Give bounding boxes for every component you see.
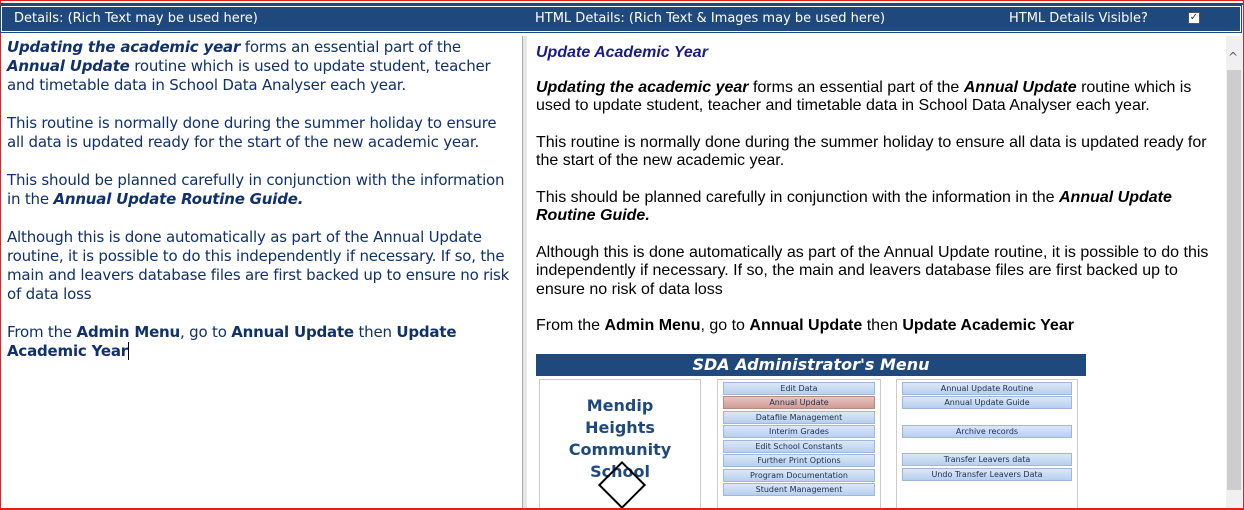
text: routine which is used to update student, teacher and timetable data in School Data Analyser each year. <box>7 57 491 94</box>
header-bar <box>1 6 1241 32</box>
text: then <box>353 323 397 341</box>
scroll-up-icon[interactable]: ^ <box>1228 50 1239 64</box>
menu-button: Datafile Management <box>723 411 875 424</box>
menu-column-2 <box>896 379 1078 509</box>
school-name: Mendip Heights Community School <box>568 395 672 481</box>
menu-button: Edit Data <box>723 382 875 395</box>
bold-text: Admin Menu <box>76 323 181 341</box>
paragraph: This routine is normally done during the summer holiday to ensure all data is updated ready for the start of the new academic year. <box>7 114 497 151</box>
bold-text: Annual Update <box>231 323 354 341</box>
bold-text: Updating the academic year <box>7 38 241 56</box>
paragraph: This routine is normally done during the summer holiday to ensure all data is updated ready for the start of the new academic year. <box>536 133 1207 169</box>
bold-text: Annual Update <box>963 78 1077 96</box>
menu-button: Annual Update <box>723 396 875 409</box>
text: forms an essential part of the <box>748 78 964 96</box>
bold-text: Annual Update Routine Guide. <box>53 190 304 208</box>
menu-title: SDA Administrator's Menu <box>536 354 1086 376</box>
bold-text: Annual Update <box>7 57 130 75</box>
menu-button: Annual Update Routine <box>902 382 1072 395</box>
bold-text: Update Academic Year <box>7 323 457 360</box>
bold-text: Updating the academic year <box>536 78 749 96</box>
menu-button: Program Documentation <box>723 469 875 482</box>
top-rule <box>1 3 1243 5</box>
paragraph: Although this is done automatically as part of the Annual Update routine, it is possible to do this independently if necessary. If so, the main and leavers database files are first backed up to ensure no risk of data loss <box>7 228 510 303</box>
text: From the <box>7 323 77 341</box>
html-details-label: HTML Details: (Rich Text & Images may be used here) <box>535 11 886 26</box>
menu-button: Annual Update Guide <box>902 396 1072 409</box>
text: forms an essential part of the <box>240 38 461 56</box>
admin-menu-screenshot <box>536 354 1086 509</box>
scrollbar-thumb[interactable] <box>1227 70 1241 490</box>
spacer <box>902 411 1072 425</box>
school-panel <box>539 379 701 509</box>
html-details-view <box>527 36 1226 508</box>
menu-button: Further Print Options <box>723 454 875 467</box>
menu-button: Edit School Constants <box>723 440 875 453</box>
details-label: Details: (Rich Text may be used here) <box>14 11 258 26</box>
bold-text: Update Academic Year <box>902 317 1074 334</box>
bold-text: Annual Update <box>749 317 863 334</box>
spacer <box>902 439 1072 453</box>
details-rich-text-editor[interactable] <box>2 36 522 508</box>
html-visible-label: HTML Details Visible? <box>1009 11 1148 26</box>
text: , go to <box>180 323 232 341</box>
text: From the <box>536 317 605 334</box>
menu-button: Student Management <box>723 483 875 496</box>
menu-button: Interim Grades <box>723 425 875 438</box>
text: then <box>862 317 903 334</box>
menu-button: Undo Transfer Leavers Data <box>902 468 1072 481</box>
html-title: Update Academic Year <box>536 44 708 61</box>
html-visible-checkbox[interactable]: ✓ <box>1189 12 1199 23</box>
text: This should be planned carefully in conjunction with the information in the <box>7 171 505 208</box>
bold-text: Admin Menu <box>604 317 701 334</box>
text: This should be planned carefully in conjunction with the information in the <box>536 188 1059 206</box>
bold-text: Annual Update Routine Guide. <box>536 188 1172 224</box>
paragraph: Although this is done automatically as part of the Annual Update routine, it is possible to do this independently if necessary. If so, the main and leavers database files are first backed up to ensure no risk of data loss <box>536 243 1209 298</box>
text: , go to <box>700 317 750 334</box>
text-cursor <box>128 342 129 360</box>
menu-button: Archive records <box>902 425 1072 438</box>
text: routine which is used to update student, teacher and timetable data in School Data Analyser each year. <box>536 78 1192 114</box>
vertical-scrollbar[interactable] <box>1226 36 1242 508</box>
menu-button: Transfer Leavers data <box>902 453 1072 466</box>
menu-column-1 <box>717 379 881 509</box>
